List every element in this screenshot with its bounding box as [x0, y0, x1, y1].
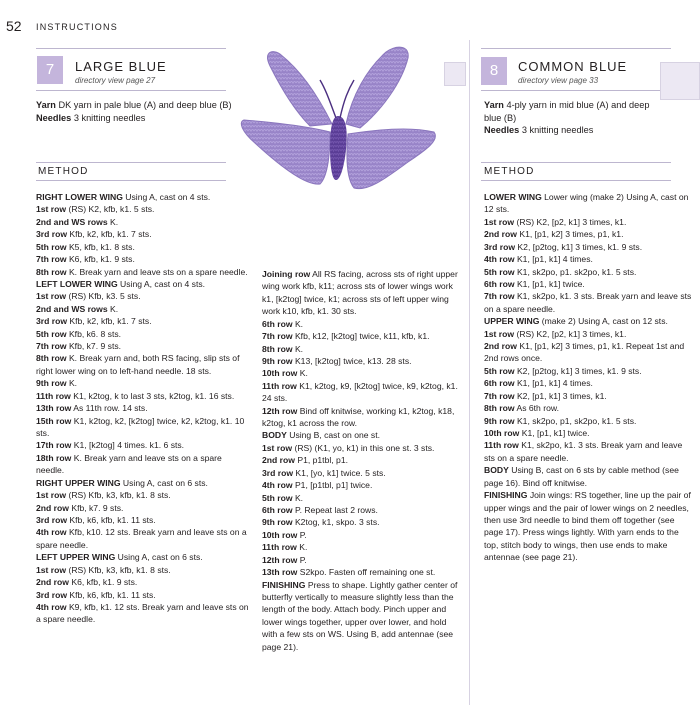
instruction-line [484, 439, 694, 464]
instruction-label: 10th row [262, 529, 298, 540]
instruction-line [484, 241, 694, 253]
instruction-label: Joining row [262, 269, 311, 279]
instruction-line [262, 454, 460, 466]
instruction-line [484, 427, 694, 439]
instruction-label: 10th row [484, 428, 520, 439]
instruction-line [484, 228, 694, 240]
instruction-text: K9, kfb, k1. 12 sts. Break yarn and leave sts on a spare needle. [36, 601, 249, 625]
instruction-text: (RS) K2, kfb, k1. 5 sts. [66, 204, 155, 215]
instruction-line [484, 290, 694, 315]
instruction-line [36, 315, 251, 327]
instruction-label: 8th row [484, 403, 515, 414]
instruction-line [262, 541, 460, 553]
instruction-line [36, 601, 251, 626]
instruction-line [262, 566, 460, 578]
instruction-text: (RS) Kfb, k3. 5 sts. [66, 291, 141, 302]
materials [484, 99, 654, 137]
instruction-line [262, 504, 460, 516]
instruction-label: 5th row [484, 365, 515, 376]
instruction-line [484, 315, 694, 327]
instruction-text: (RS) Kfb, k3, kfb, k1. 8 sts. [66, 564, 171, 575]
instruction-label: 7th row [36, 341, 67, 352]
instruction-line [262, 467, 460, 479]
instruction-line [36, 576, 251, 588]
project-number-badge: 7 [37, 56, 63, 84]
instructions-column-2 [262, 268, 460, 653]
instructions-column-3 [484, 191, 694, 564]
column-divider [469, 40, 470, 705]
instruction-text: K. [292, 343, 304, 354]
instruction-line [36, 191, 251, 203]
instruction-line [36, 340, 251, 352]
instruction-text: K. Break yarn and leave sts on a spare needle. [36, 452, 222, 476]
instruction-line [262, 442, 460, 454]
instruction-text: K. [107, 216, 119, 227]
instruction-line [484, 489, 694, 564]
instruction-line [484, 464, 694, 489]
instruction-line [484, 253, 694, 265]
butterfly-image [236, 40, 442, 216]
instruction-line [262, 318, 460, 330]
instruction-label: 8th row [36, 353, 67, 364]
instruction-text: Kfb, k6. 8 sts. [66, 328, 122, 339]
instruction-text: K5, kfb, k1. 8 sts. [66, 241, 135, 252]
yarn-text: DK yarn in pale blue (A) and deep blue (B) [58, 100, 232, 110]
instruction-line [36, 452, 251, 477]
instruction-text: P. Repeat last 2 rows. [292, 505, 378, 516]
instruction-text: S2kpo. Fasten off remaining one st. [297, 567, 436, 578]
instruction-text: Kfb, k10. 12 sts. Break yarn and leave sts on a spare needle. [36, 527, 247, 550]
instruction-label: 13th row [36, 403, 72, 414]
yarn-text: 4-ply yarn in mid blue (A) and deep blue (B) [484, 100, 650, 123]
instruction-label: 2nd row [262, 455, 295, 466]
instruction-line [36, 439, 251, 451]
instruction-text: P. [297, 529, 307, 540]
instruction-text: Kfb, k7. 9 sts. [66, 341, 122, 352]
instruction-line [36, 290, 251, 302]
section-heading: INSTRUCTIONS [36, 22, 118, 32]
method-rule-top [36, 162, 226, 163]
instruction-label: RIGHT UPPER WING [36, 477, 121, 488]
instruction-text: K1, [yo, k1] twice. 5 sts. [293, 467, 386, 478]
instruction-label: 13th row [262, 567, 298, 578]
instruction-label: 1st row [484, 216, 515, 227]
instruction-line [262, 492, 460, 504]
instruction-label: 10th row [262, 368, 298, 379]
instruction-text: As 11th row. 14 sts. [71, 403, 148, 414]
instruction-label: 6th row [262, 505, 293, 516]
instruction-label: 9th row [484, 415, 515, 426]
instruction-line [262, 516, 460, 528]
instruction-label: 4th row [484, 254, 515, 265]
instruction-line [36, 390, 251, 402]
instruction-label: 6th row [484, 278, 515, 289]
instruction-line [262, 380, 460, 405]
instruction-label: 11th row [262, 542, 297, 553]
instruction-text: K1, k2tog, k to last 3 sts, k2tog, k1. 16 sts. [70, 390, 235, 401]
instruction-line [36, 477, 251, 489]
instruction-line [484, 402, 694, 414]
instruction-line [36, 502, 251, 514]
instruction-line [36, 203, 251, 215]
instruction-text: K. [292, 492, 304, 503]
instruction-text: K. [296, 542, 308, 553]
directory-reference: directory view page 33 [518, 76, 599, 85]
instruction-label: BODY [262, 430, 287, 441]
instruction-label: 7th row [484, 291, 515, 302]
instruction-text: K1, k2tog, k9, [k2tog] twice, k9, k2tog, k1. 24 sts. [262, 380, 458, 404]
instruction-label: 3rd row [36, 229, 68, 240]
instruction-line [36, 228, 251, 240]
instruction-label: 2nd row [484, 229, 517, 240]
instruction-text: Kfb, k7. 9 sts. [68, 502, 124, 513]
method-heading: METHOD [484, 166, 535, 177]
instruction-label: 18th row [36, 452, 72, 463]
instruction-line [36, 589, 251, 601]
instruction-label: 6th row [484, 378, 515, 389]
instruction-label: 8th row [36, 266, 67, 277]
instruction-text: Using B, cast on one st. [286, 430, 380, 441]
instruction-text: K1, [p1, k1] 4 times. [514, 254, 593, 265]
instruction-text: P1, p1tbl, p1. [294, 455, 348, 466]
instruction-text: K2, [p1, k1] 3 times, k1. [514, 390, 607, 401]
instruction-label: 2nd row [36, 502, 69, 513]
instruction-line [36, 266, 251, 278]
instruction-line [262, 529, 460, 541]
needles-label: Needles [484, 125, 520, 135]
instruction-text: K2, [p2tog, k1] 3 times, k1. 9 sts. [514, 365, 642, 376]
instruction-label: 11th row [484, 440, 519, 451]
instruction-text: Press to shape. Lightly gather center of butterfly vertically to measure slightly less than the length of the body. Attach body. Pinch upper and lower wings together, upper over lower, and hold with a few sts on WS. Using B, add antennae (see page 21). [262, 579, 458, 652]
instruction-line [36, 489, 251, 501]
page-number: 52 [6, 18, 22, 34]
instruction-text: Using B, cast on 6 sts by cable method (see page 16). Bind off knitwise. [484, 465, 679, 488]
instruction-text: K2, [p2tog, k1] 3 times, k1. 9 sts. [515, 241, 643, 252]
instruction-text: Using A, cast on 6 sts. [120, 477, 208, 488]
instruction-line [36, 216, 251, 228]
header-rule-right-bottom [481, 90, 671, 91]
instruction-line [484, 328, 694, 340]
page-tab-marker [444, 62, 466, 86]
instruction-text: K6, kfb, k1. 9 sts. [68, 577, 138, 588]
instruction-line [36, 241, 251, 253]
instruction-label: UPPER WING [484, 316, 540, 327]
instruction-line [262, 268, 460, 318]
instruction-label: 5th row [484, 266, 515, 277]
instruction-label: 7th row [36, 254, 67, 265]
instruction-line [484, 390, 694, 402]
needles-text: 3 knitting needles [73, 112, 146, 123]
instruction-text: Join wings: RS together, line up the pair of upper wings and the pair of lower wings on 2 needles, then use 3rd needle to bind them off together (see page 17). Press wings lightly. With yarn ends to the top, stitch body to wings, then use ends to make antennae (see page 21). [484, 490, 691, 563]
instruction-text: K1, [p1, k1] twice. [519, 428, 590, 439]
instruction-line [484, 340, 694, 365]
instruction-label: 15th row [36, 415, 72, 426]
instruction-text: Kfb, k6, kfb, k1. 11 sts. [67, 514, 156, 525]
instruction-line [262, 429, 460, 441]
instruction-line [36, 402, 251, 414]
method-heading: METHOD [38, 166, 89, 177]
instruction-label: 9th row [262, 517, 293, 528]
instruction-label: 8th row [262, 343, 293, 354]
instruction-text: (RS) K2, [p2, k1] 3 times, k1. [514, 216, 627, 227]
instruction-text: Using A, cast on 4 sts. [117, 278, 206, 289]
instruction-label: 3rd row [262, 467, 294, 478]
instruction-line [36, 253, 251, 265]
instruction-line [36, 303, 251, 315]
instruction-text: Using A, cast on 6 sts. [115, 552, 203, 563]
instruction-label: 5th row [262, 492, 293, 503]
needles-label: Needles [36, 112, 72, 123]
instruction-line [36, 415, 251, 440]
instruction-label: 1st row [484, 328, 515, 339]
instruction-text: K1, [p1, k1] 4 times. [514, 378, 593, 389]
instruction-text: K1, [p1, k2] 3 times, p1, k1. [516, 229, 624, 240]
instruction-line [36, 526, 251, 551]
instruction-label: 1st row [262, 442, 293, 453]
yarn-label: Yarn [36, 100, 56, 110]
instruction-line [262, 355, 460, 367]
instruction-text: K. Break yarn and leave sts on a spare needle. [66, 266, 248, 277]
instruction-text: Kfb, k2, kfb, k1. 7 sts. [67, 316, 152, 327]
instruction-text: K. [66, 378, 78, 389]
instruction-text: Kfb, k12, [k2tog] twice, k11, kfb, k1. [292, 331, 430, 342]
method-rule-top [481, 162, 671, 163]
instruction-line [262, 405, 460, 430]
project-title: COMMON BLUE [518, 59, 628, 74]
instruction-text: K. [297, 368, 308, 379]
instruction-line [484, 191, 694, 216]
instruction-label: 3rd row [484, 241, 516, 252]
instruction-line [484, 266, 694, 278]
instruction-text: (RS) Kfb, k3, kfb, k1. 8 sts. [66, 490, 171, 501]
instruction-line [484, 365, 694, 377]
instruction-label: 5th row [36, 328, 67, 339]
instruction-line [36, 377, 251, 389]
instruction-label: 2nd and WS rows [36, 216, 108, 227]
instruction-text: As 6th row. [514, 403, 559, 414]
instruction-line [262, 343, 460, 355]
instruction-label: 2nd row [36, 577, 69, 588]
instruction-label: LEFT LOWER WING [36, 278, 118, 289]
instruction-label: 4th row [262, 480, 293, 491]
instruction-line [36, 514, 251, 526]
instruction-label: 9th row [262, 355, 293, 366]
instruction-text: K1, [p1, k1] twice. [514, 278, 585, 289]
instruction-label: 1st row [36, 564, 67, 575]
instruction-line [36, 278, 251, 290]
instruction-line [262, 554, 460, 566]
instruction-text: Kfb, k2, kfb, k1. 7 sts. [67, 229, 152, 240]
instruction-label: 12th row [262, 405, 298, 416]
project-number-badge: 8 [481, 57, 507, 85]
instruction-text: K1, [p1, k2] 3 times, p1, k1. Repeat 1st and 2nd rows once. [484, 341, 685, 364]
instruction-line [262, 479, 460, 491]
instruction-label: 2nd and WS rows [36, 303, 108, 314]
instruction-label: LEFT UPPER WING [36, 552, 116, 563]
instruction-label: 4th row [36, 601, 67, 612]
instruction-text: K1, sk2po, p1. sk2po, k1. 5 sts. [514, 266, 637, 277]
instruction-text: K1, sk2po, p1, sk2po, k1. 5 sts. [514, 415, 637, 426]
instruction-label: 4th row [36, 527, 67, 538]
instruction-label: 7th row [262, 331, 293, 342]
instruction-label: 1st row [36, 490, 67, 501]
instruction-text: K1, [k2tog] 4 times. k1. 6 sts. [71, 440, 185, 451]
instruction-line [36, 352, 251, 377]
page-edge-tab [660, 62, 700, 100]
instruction-text: K. [107, 303, 119, 314]
instruction-text: Bind off knitwise, working k1, k2tog, k18, k2tog, k1 across the row. [262, 405, 455, 429]
instruction-label: 9th row [36, 378, 67, 389]
instruction-text: K13, [k2tog] twice, k13. 28 sts. [292, 355, 412, 366]
instruction-line [36, 328, 251, 340]
instruction-line [484, 278, 694, 290]
instruction-label: 11th row [36, 390, 71, 401]
instruction-line [262, 579, 460, 654]
instruction-text: All RS facing, across sts of right upper wing work kfb, k11; across sts of lower wings work k1, [k2tog] twice, k1; across sts of left upper wing work k10, kfb, k1. 30 sts. [262, 269, 458, 317]
instruction-label: 3rd row [36, 589, 68, 600]
instruction-label: RIGHT LOWER WING [36, 192, 123, 202]
instruction-text: Kfb, k6, kfb, k1. 11 sts. [67, 589, 156, 600]
instruction-label: 3rd row [36, 316, 68, 327]
instruction-text: K6, kfb, k1. 9 sts. [66, 254, 135, 265]
instruction-line [484, 415, 694, 427]
instruction-label: LOWER WING [484, 192, 542, 202]
instruction-label: 2nd row [484, 341, 517, 352]
instruction-label: 12th row [262, 554, 298, 565]
instruction-text: K1, sk2po, k1. 3 sts. Break yarn and leave sts on a spare needle. [484, 291, 692, 314]
instruction-line [484, 216, 694, 228]
instruction-label: 7th row [484, 390, 515, 401]
instruction-text: K. Break yarn and, both RS facing, slip sts of right lower wing on to left-hand needle. 18 sts. [36, 353, 240, 376]
instruction-text: Lower wing (make 2) Using A, cast on 12 sts. [484, 192, 689, 215]
instructions-column-1 [36, 191, 251, 626]
instruction-label: FINISHING [484, 490, 528, 501]
instruction-line [262, 330, 460, 342]
instruction-label: FINISHING [262, 579, 306, 590]
instruction-text: (RS) K2, [p2, k1] 3 times, k1. [514, 328, 627, 339]
needles-text: 3 knitting needles [521, 125, 594, 135]
yarn-label: Yarn [484, 100, 504, 110]
instruction-label: 1st row [36, 204, 67, 215]
project-title: LARGE BLUE [75, 59, 167, 74]
instruction-line [36, 551, 251, 563]
instruction-label: 6th row [262, 318, 293, 329]
instruction-label: BODY [484, 465, 509, 476]
header-rule-left-bottom [36, 90, 226, 91]
instruction-label: 11th row [262, 380, 297, 391]
instruction-text: K2tog, k1, skpo. 3 sts. [292, 517, 380, 528]
instruction-label: 5th row [36, 241, 67, 252]
instruction-label: 1st row [36, 291, 67, 302]
directory-reference: directory view page 27 [75, 76, 156, 85]
header-rule-left [36, 48, 226, 49]
instruction-line [484, 377, 694, 389]
instruction-text: K. [292, 318, 304, 329]
instruction-text: P. [297, 554, 307, 565]
instruction-text: (RS) (K1, yo, k1) in this one st. 3 sts. [292, 442, 435, 453]
header-rule-right [481, 48, 671, 49]
method-rule-bottom [36, 180, 226, 181]
instruction-text: (make 2) Using A, cast on 12 sts. [539, 316, 668, 327]
instruction-label: 17th row [36, 440, 72, 451]
instruction-text: K1, k2tog, k2, [k2tog] twice, k2, k2tog, k1. 10 sts. [36, 415, 245, 439]
method-rule-bottom [481, 180, 671, 181]
instruction-label: 3rd row [36, 514, 68, 525]
instruction-line [262, 367, 460, 379]
instruction-line [36, 564, 251, 576]
instruction-text: K1, sk2po, k1. 3 sts. Break yarn and leave sts on a spare needle. [484, 440, 683, 463]
instruction-text: P1, [p1tbl, p1] twice. [292, 480, 373, 491]
instruction-text: Using A, cast on 4 sts. [122, 192, 211, 202]
